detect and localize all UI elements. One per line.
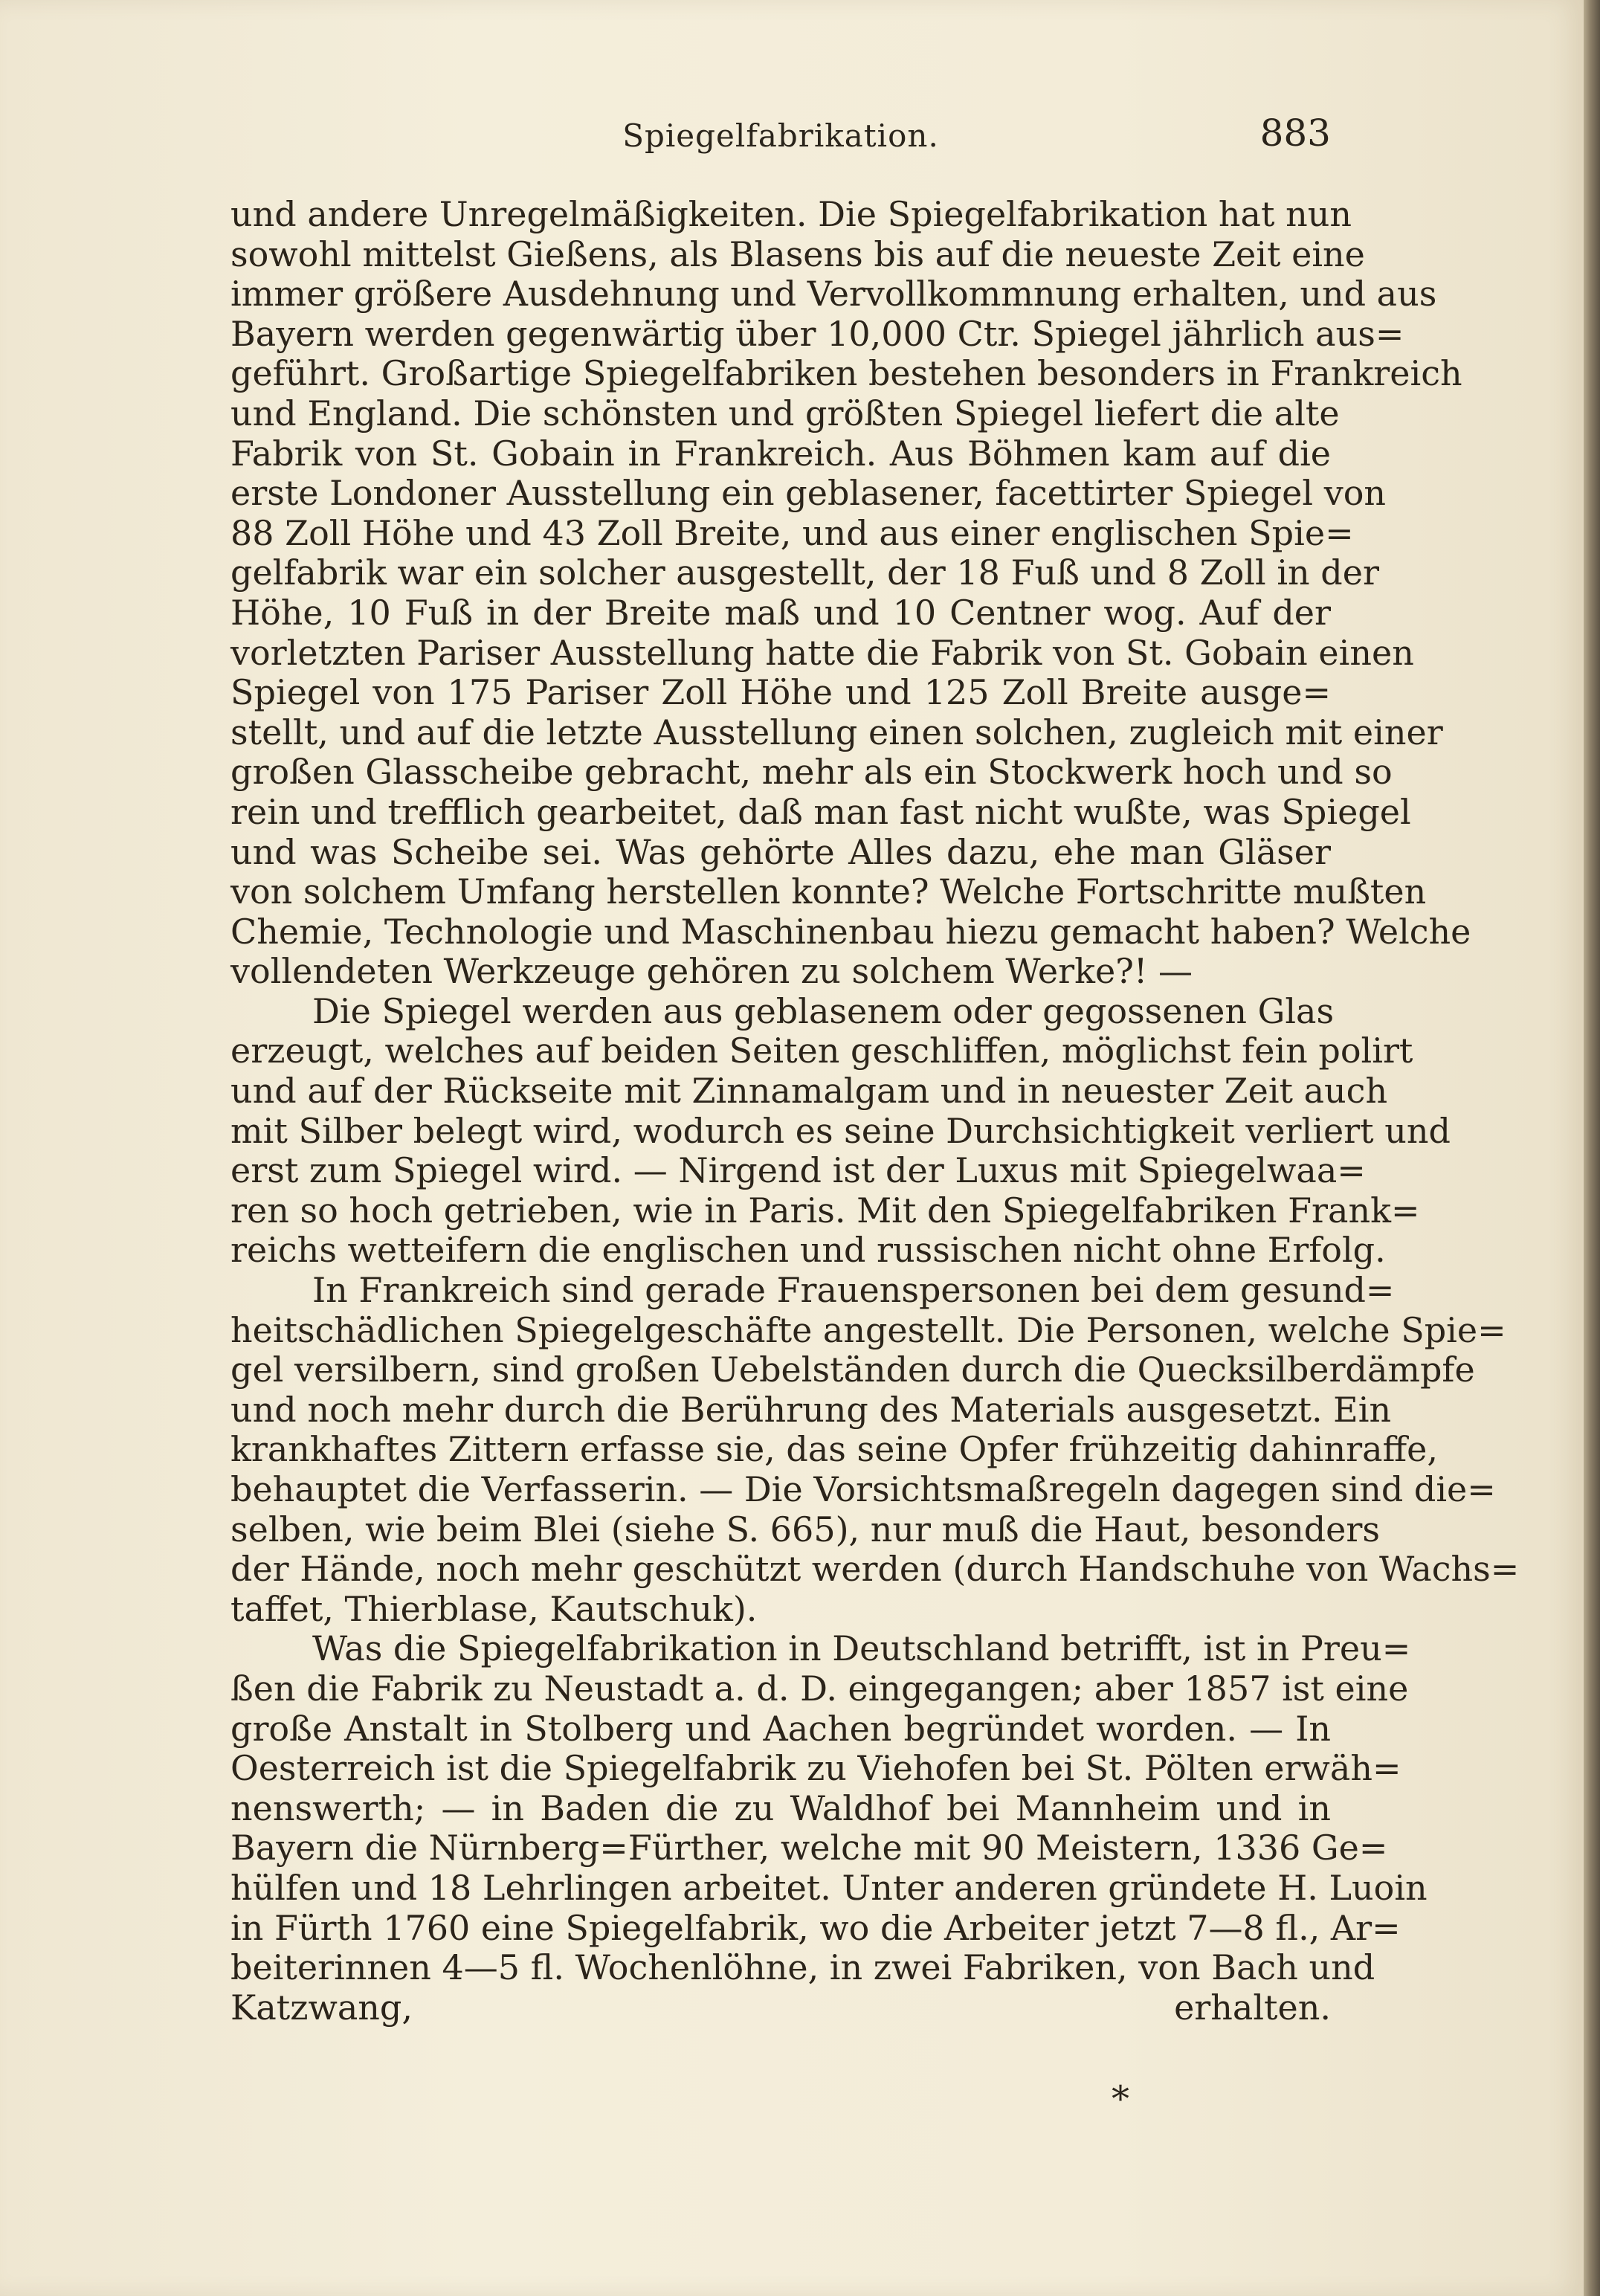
text-line: Bayern die Nürnberg=Fürther, welche mit 90 Meistern, 1336 Ge= (230, 1828, 1388, 1868)
text-line: und auf der Rückseite mit Zinnamalgam und in neuester Zeit auch (230, 1071, 1388, 1112)
text-line: krankhaftes Zittern erfasse sie, das seine Opfer frühzeitig dahinraffe, (230, 1429, 1439, 1470)
text-line: große Anstalt in Stolberg und Aachen begründet worden. — In (230, 1708, 1331, 1749)
text-line: erste Londoner Ausstellung ein geblasener, facettirter Spiegel von (230, 473, 1387, 514)
footer-asterisk: * (1112, 2078, 1129, 2120)
text-line: heitschädlichen Spiegelgeschäfte angestellt. Die Personen, welche Spie= (230, 1309, 1506, 1350)
body-text (230, 194, 1520, 2068)
text-line: ßen die Fabrik zu Neustadt a. d. D. eingegangen; aber 1857 ist eine (230, 1668, 1409, 1709)
page-number: 883 (1259, 112, 1331, 155)
text-line: immer größere Ausdehnung und Vervollkommnung erhalten, und aus (230, 274, 1437, 315)
text-line: Fabrik von St. Gobain in Frankreich. Aus Böhmen kam auf die (230, 433, 1331, 474)
text-line: vollendeten Werkzeuge gehören zu solchem Werke?! — (230, 951, 1193, 992)
text-line: erzeugt, welches auf beiden Seiten geschliffen, möglichst fein polirt (230, 1031, 1413, 1071)
page-edge (1584, 0, 1600, 2296)
text-line: In Frankreich sind gerade Frauenspersonen bei dem gesund= (312, 1270, 1395, 1311)
text-line: und noch mehr durch die Berührung des Materials ausgesetzt. Ein (230, 1389, 1392, 1430)
text-line: Chemie, Technologie und Maschinenbau hiezu gemacht haben? Welche (230, 911, 1471, 952)
text-line: und England. Die schönsten und größten Spiegel liefert die alte (230, 393, 1340, 433)
running-header (230, 112, 1331, 164)
text-line: beiterinnen 4—5 fl. Wochenlöhne, in zwei Fabriken, von Bach und (230, 1947, 1375, 1988)
text-line: behauptet die Verfasserin. — Die Vorsichtsmaßregeln dagegen sind die= (230, 1469, 1496, 1509)
text-line: sowohl mittelst Gießens, als Blasens bis auf die neueste Zeit eine (230, 233, 1365, 274)
text-line: Katzwang, erhalten. (230, 1987, 1331, 2028)
text-line: nenswerth; — in Baden die zu Waldhof bei Mannheim und in (230, 1787, 1331, 1828)
text-line: rein und trefflich gearbeitet, daß man fast nicht wußte, was Spiegel (230, 791, 1411, 832)
text-line: Die Spiegel werden aus geblasenem oder gegossenen Glas (312, 990, 1335, 1031)
text-line: gelfabrik war ein solcher ausgestellt, der 18 Fuß und 8 Zoll in der (230, 552, 1379, 593)
text-line: von solchem Umfang herstellen konnte? Welche Fortschritte mußten (230, 871, 1427, 912)
text-line: 88 Zoll Höhe und 43 Zoll Breite, und aus einer englischen Spie= (230, 512, 1354, 553)
text-line: gel versilbern, sind großen Uebelständen durch die Quecksilberdämpfe (230, 1349, 1475, 1390)
header-title: Spiegelfabrikation. (622, 117, 939, 154)
text-line: stellt, und auf die letzte Ausstellung einen solchen, zugleich mit einer (230, 712, 1443, 752)
text-line: großen Glasscheibe gebracht, mehr als ein Stockwerk hoch und so (230, 752, 1393, 793)
text-line: taffet, Thierblase, Kautschuk). (230, 1588, 758, 1629)
text-line: geführt. Großartige Spiegelfabriken bestehen besonders in Frankreich (230, 353, 1462, 394)
text-line: Oesterreich ist die Spiegelfabrik zu Viehofen bei St. Pölten erwäh= (230, 1748, 1401, 1789)
text-line: Was die Spiegelfabrikation in Deutschland betrifft, ist in Preu= (312, 1628, 1411, 1669)
text-line: vorletzten Pariser Ausstellung hatte die Fabrik von St. Gobain einen (230, 632, 1414, 673)
text-line: hülfen und 18 Lehrlingen arbeitet. Unter anderen gründete H. Luoin (230, 1867, 1428, 1908)
text-line: ren so hoch getrieben, wie in Paris. Mit den Spiegelfabriken Frank= (230, 1190, 1420, 1231)
text-line: in Fürth 1760 eine Spiegelfabrik, wo die Arbeiter jetzt 7—8 fl., Ar= (230, 1907, 1401, 1948)
text-line (230, 2028, 1331, 2068)
text-line: selben, wie beim Blei (siehe S. 665), nur muß die Haut, besonders (230, 1509, 1380, 1550)
text-line: mit Silber belegt wird, wodurch es seine Durchsichtigkeit verliert und (230, 1110, 1451, 1151)
text-line: Höhe, 10 Fuß in der Breite maß und 10 Centner wog. Auf der (230, 592, 1331, 633)
text-line: und was Scheibe sei. Was gehörte Alles dazu, ehe man Gläser (230, 831, 1331, 872)
text-line: Spiegel von 175 Pariser Zoll Höhe und 125 Zoll Breite ausge= (230, 672, 1331, 713)
text-line: reichs wetteifern die englischen und russischen nicht ohne Erfolg. (230, 1230, 1386, 1271)
text-line: Bayern werden gegenwärtig über 10,000 Ctr. Spiegel jährlich aus= (230, 313, 1404, 354)
text-line: der Hände, noch mehr geschützt werden (durch Handschuhe von Wachs= (230, 1549, 1520, 1590)
text-line: erst zum Spiegel wird. — Nirgend ist der Luxus mit Spiegelwaa= (230, 1150, 1366, 1191)
text-line: und andere Unregelmäßigkeiten. Die Spiegelfabrikation hat nun (230, 194, 1352, 234)
